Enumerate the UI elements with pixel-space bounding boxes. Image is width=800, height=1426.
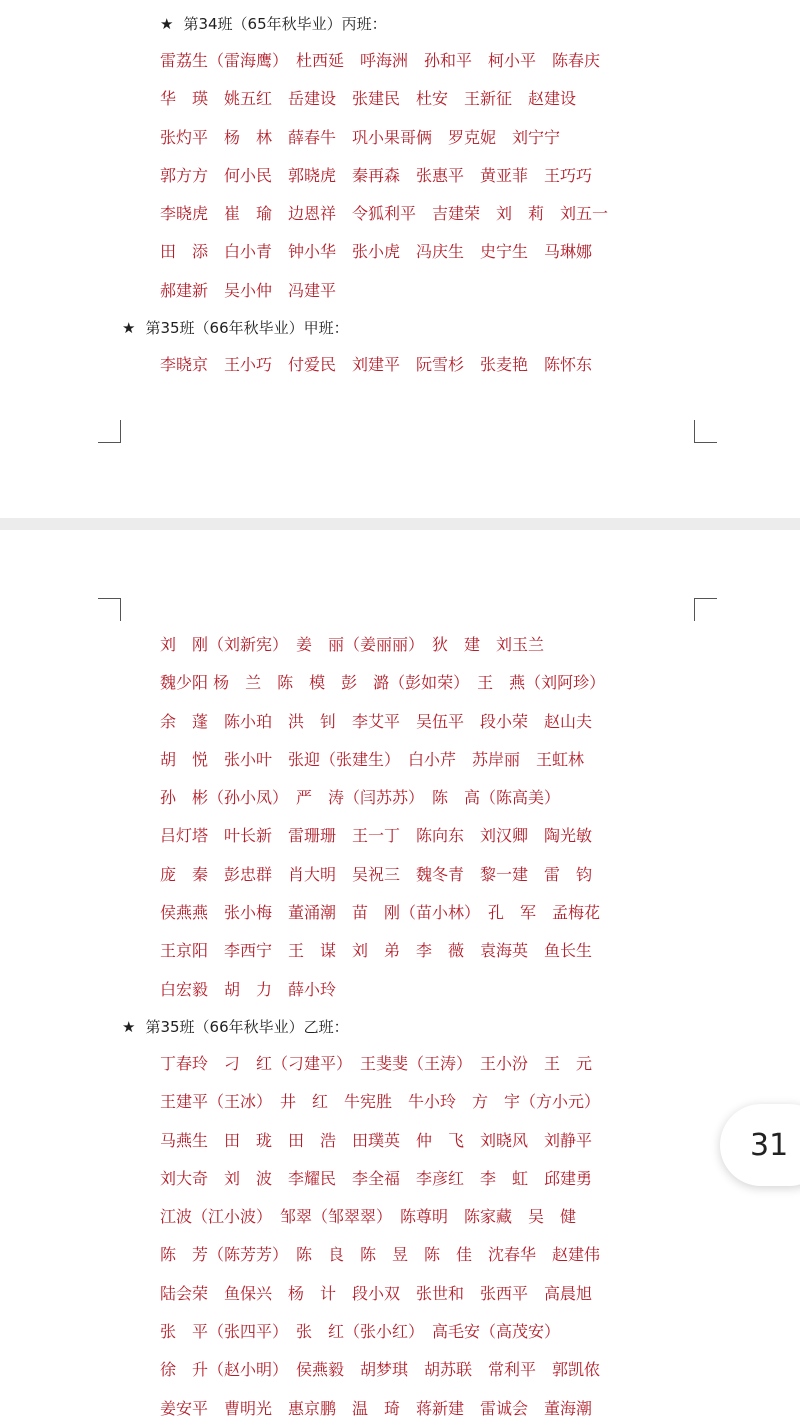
name-row: 张灼平 杨 林 薛春牛 巩小果哥俩 罗克妮 刘宁宁 <box>160 127 561 147</box>
star-icon: ★ <box>160 15 174 33</box>
name-row: 李晓京 王小巧 付爱民 刘建平 阮雪杉 张麦艳 陈怀东 <box>160 355 593 374</box>
document-page-upper <box>0 0 800 518</box>
name-row: 田 添 白小青 钟小华 张小虎 冯庆生 史宁生 马琳娜 <box>160 242 593 262</box>
class-35-jia-heading-text: 第35班（66年秋毕业）甲班： <box>145 319 349 337</box>
page-corner-mark-bottom-left <box>98 420 121 443</box>
class-35-jia-heading <box>122 318 349 338</box>
name-row: 江波（江小波） 邹翠（邹翠翠） 陈尊明 陈家藏 吴 健 <box>160 1207 577 1227</box>
class-34-heading-text: 第34班（65年秋毕业）丙班： <box>183 15 387 33</box>
name-row: 张 平（张四平） 张 红（张小红） 高毛安（高茂安） <box>160 1322 561 1342</box>
name-row: 侯燕燕 张小梅 董涌潮 苗 刚（苗小林） 孔 军 孟梅花 <box>160 903 601 923</box>
class-35-yi-heading-text: 第35班（66年秋毕业）乙班： <box>145 1018 349 1036</box>
name-row: 陈 芳（陈芳芳） 陈 良 陈 昱 陈 佳 沈春华 赵建伟 <box>160 1245 601 1265</box>
class-35-yi-heading <box>122 1017 349 1037</box>
name-row: 雷荔生（雷海鹰） 杜西延 呼海洲 孙和平 柯小平 陈春庆 <box>160 51 601 70</box>
name-row: 胡 悦 张小叶 张迎（张建生） 白小芹 苏岸丽 王虹林 <box>160 749 585 769</box>
name-row: 王京阳 李西宁 王 谋 刘 弟 李 薇 袁海英 鱼长生 <box>160 941 593 961</box>
name-row: 孙 彬（孙小凤） 严 涛（闫苏苏） 陈 高（陈高美） <box>160 788 561 808</box>
name-row: 王建平（王冰） 井 红 牛宪胜 牛小玲 方 宇（方小元） <box>160 1092 601 1112</box>
name-row: 魏少阳 杨 兰 陈 模 彭 潞（彭如荣） 王 燕（刘阿珍） <box>160 673 606 693</box>
name-row: 徐 升（赵小明） 侯燕毅 胡梦琪 胡苏联 常利平 郭凯侬 <box>160 1360 601 1380</box>
class-35-jia-name-list <box>160 346 690 384</box>
name-row: 郝建新 吴小仲 冯建平 <box>160 280 337 300</box>
page-corner-mark-bottom-right <box>694 420 717 443</box>
name-row: 马燕生 田 珑 田 浩 田璞英 仲 飞 刘晓风 刘静平 <box>160 1130 593 1150</box>
class-35-yi-name-list <box>160 1045 690 1426</box>
name-row: 华 瑛 姚五红 岳建设 张建民 杜安 王新征 赵建设 <box>160 89 577 109</box>
name-row: 陆会荣 鱼保兴 杨 计 段小双 张世和 张西平 高晨旭 <box>160 1283 593 1303</box>
name-row: 刘 刚（刘新宪） 姜 丽（姜丽丽） 狄 建 刘玉兰 <box>160 635 545 654</box>
name-row: 姜安平 曹明光 惠京鹏 温 琦 蒋新建 雷诚会 董海潮 <box>160 1398 593 1418</box>
name-row: 李晓虎 崔 瑜 边恩祥 令狐利平 吉建荣 刘 莉 刘五一 <box>160 204 609 224</box>
name-row: 吕灯塔 叶长新 雷珊珊 王一丁 陈向东 刘汉卿 陶光敏 <box>160 826 593 846</box>
star-icon: ★ <box>122 319 136 337</box>
page-corner-mark-top-left <box>98 598 121 621</box>
name-row: 白宏毅 胡 力 薛小玲 <box>160 979 337 999</box>
name-row: 刘大奇 刘 波 李耀民 李全福 李彦红 李 虹 邱建勇 <box>160 1168 593 1188</box>
name-row: 余 蓬 陈小珀 洪 钊 李艾平 吴伍平 段小荣 赵山夫 <box>160 711 593 731</box>
name-row: 丁春玲 刁 红（刁建平） 王斐斐（王涛） 王小汾 王 元 <box>160 1054 593 1073</box>
class-34-name-list <box>160 42 690 310</box>
document-page-lower <box>0 530 800 1426</box>
name-row: 庞 秦 彭忠群 肖大明 吴祝三 魏冬青 黎一建 雷 钧 <box>160 864 593 884</box>
star-icon: ★ <box>122 1018 136 1036</box>
name-row: 郭方方 何小民 郭晓虎 秦再森 张惠平 黄亚菲 王巧巧 <box>160 165 593 185</box>
page-corner-mark-top-right <box>694 598 717 621</box>
page-number-indicator[interactable]: 31 <box>720 1104 800 1186</box>
class-35-jia-continued-name-list <box>160 626 690 1009</box>
class-34-heading <box>160 14 387 34</box>
